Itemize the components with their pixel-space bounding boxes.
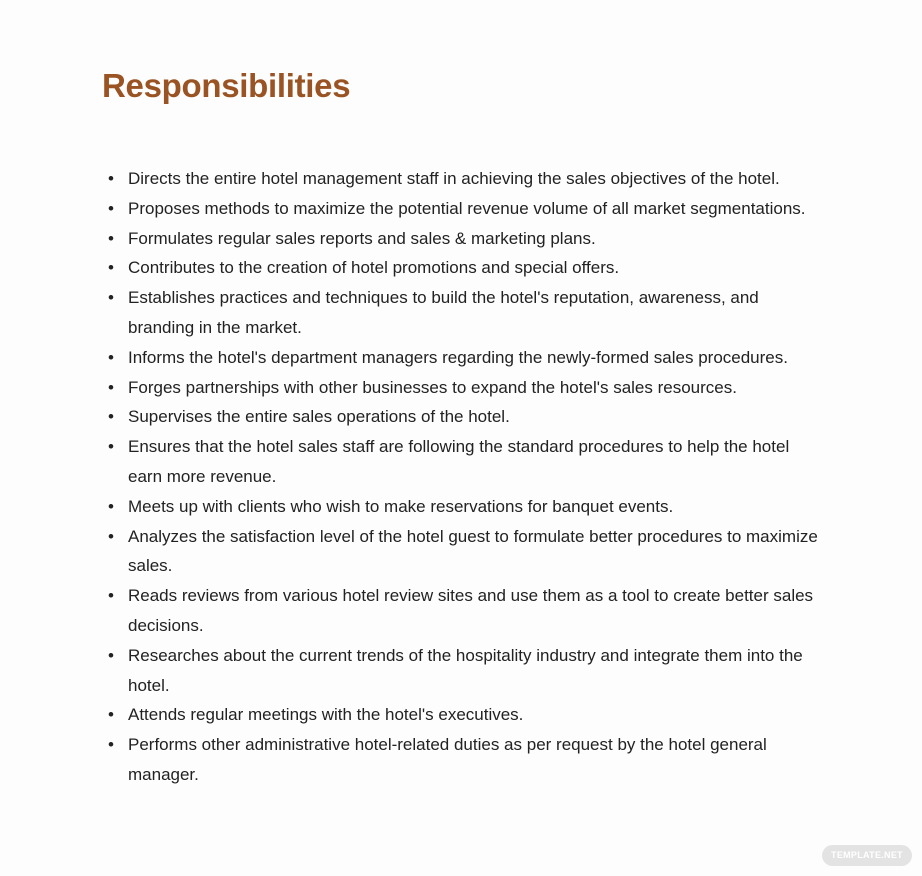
list-item xyxy=(108,402,820,432)
list-item xyxy=(108,432,820,492)
bullet-icon: • xyxy=(108,526,114,546)
bullet-icon: • xyxy=(108,735,114,755)
bullet-icon: • xyxy=(108,496,114,516)
bullet-icon: • xyxy=(108,377,114,397)
list-item-text: Directs the entire hotel management staff in achieving the sales objectives of the hotel. xyxy=(128,169,780,188)
list-item xyxy=(108,343,820,373)
bullet-icon: • xyxy=(108,198,114,218)
bullet-icon: • xyxy=(108,347,114,367)
list-item-text: Formulates regular sales reports and sales & marketing plans. xyxy=(128,228,596,248)
list-item xyxy=(108,194,820,224)
list-item xyxy=(108,492,820,522)
list-item xyxy=(108,373,820,403)
bullet-icon: • xyxy=(108,288,114,308)
list-item-text: Informs the hotel's department managers regarding the newly-formed sales procedures. xyxy=(128,347,788,367)
list-item-text: Forges partnerships with other businesses to expand the hotel's sales resources. xyxy=(128,377,737,397)
list-item-text: Researches about the current trends of the hospitality industry and integrate them into the hotel. xyxy=(128,645,803,695)
list-item-text: Attends regular meetings with the hotel's executives. xyxy=(128,705,524,725)
list-item xyxy=(108,522,820,582)
bullet-icon: • xyxy=(108,705,114,725)
list-item-text: Performs other administrative hotel-related duties as per request by the hotel general manager. xyxy=(128,735,767,784)
bullet-icon: • xyxy=(108,437,114,457)
list-item xyxy=(108,581,820,641)
section-title: Responsibilities xyxy=(102,67,351,104)
template-watermark: TEMPLATE.NET xyxy=(822,845,912,866)
responsibilities-list xyxy=(108,164,820,790)
bullet-icon: • xyxy=(108,258,114,278)
list-item xyxy=(108,700,820,730)
list-item xyxy=(108,164,820,194)
list-item xyxy=(108,224,820,254)
bullet-icon: • xyxy=(108,169,114,188)
list-item-text: Meets up with clients who wish to make reservations for banquet events. xyxy=(128,496,674,516)
list-item xyxy=(108,641,820,701)
list-item xyxy=(108,283,820,343)
list-item-text: Ensures that the hotel sales staff are following the standard procedures to help the hotel earn more revenue. xyxy=(128,437,790,486)
bullet-icon: • xyxy=(108,228,114,248)
list-item-text: Contributes to the creation of hotel promotions and special offers. xyxy=(128,258,620,278)
list-item-text: Reads reviews from various hotel review sites and use them as a tool to create better sales decisions. xyxy=(128,586,814,635)
list-item-text: Proposes methods to maximize the potential revenue volume of all market segmentations. xyxy=(128,198,806,218)
list-item xyxy=(108,253,820,283)
list-item-text: Analyzes the satisfaction level of the hotel guest to formulate better procedures to maximize sales. xyxy=(128,526,818,576)
list-item-text: Supervises the entire sales operations of the hotel. xyxy=(128,407,510,427)
bullet-icon: • xyxy=(108,407,114,427)
list-item-text: Establishes practices and techniques to build the hotel's reputation, awareness, and branding in the market. xyxy=(128,288,759,337)
bullet-icon: • xyxy=(108,586,114,606)
bullet-icon: • xyxy=(108,645,114,665)
list-item xyxy=(108,730,820,790)
